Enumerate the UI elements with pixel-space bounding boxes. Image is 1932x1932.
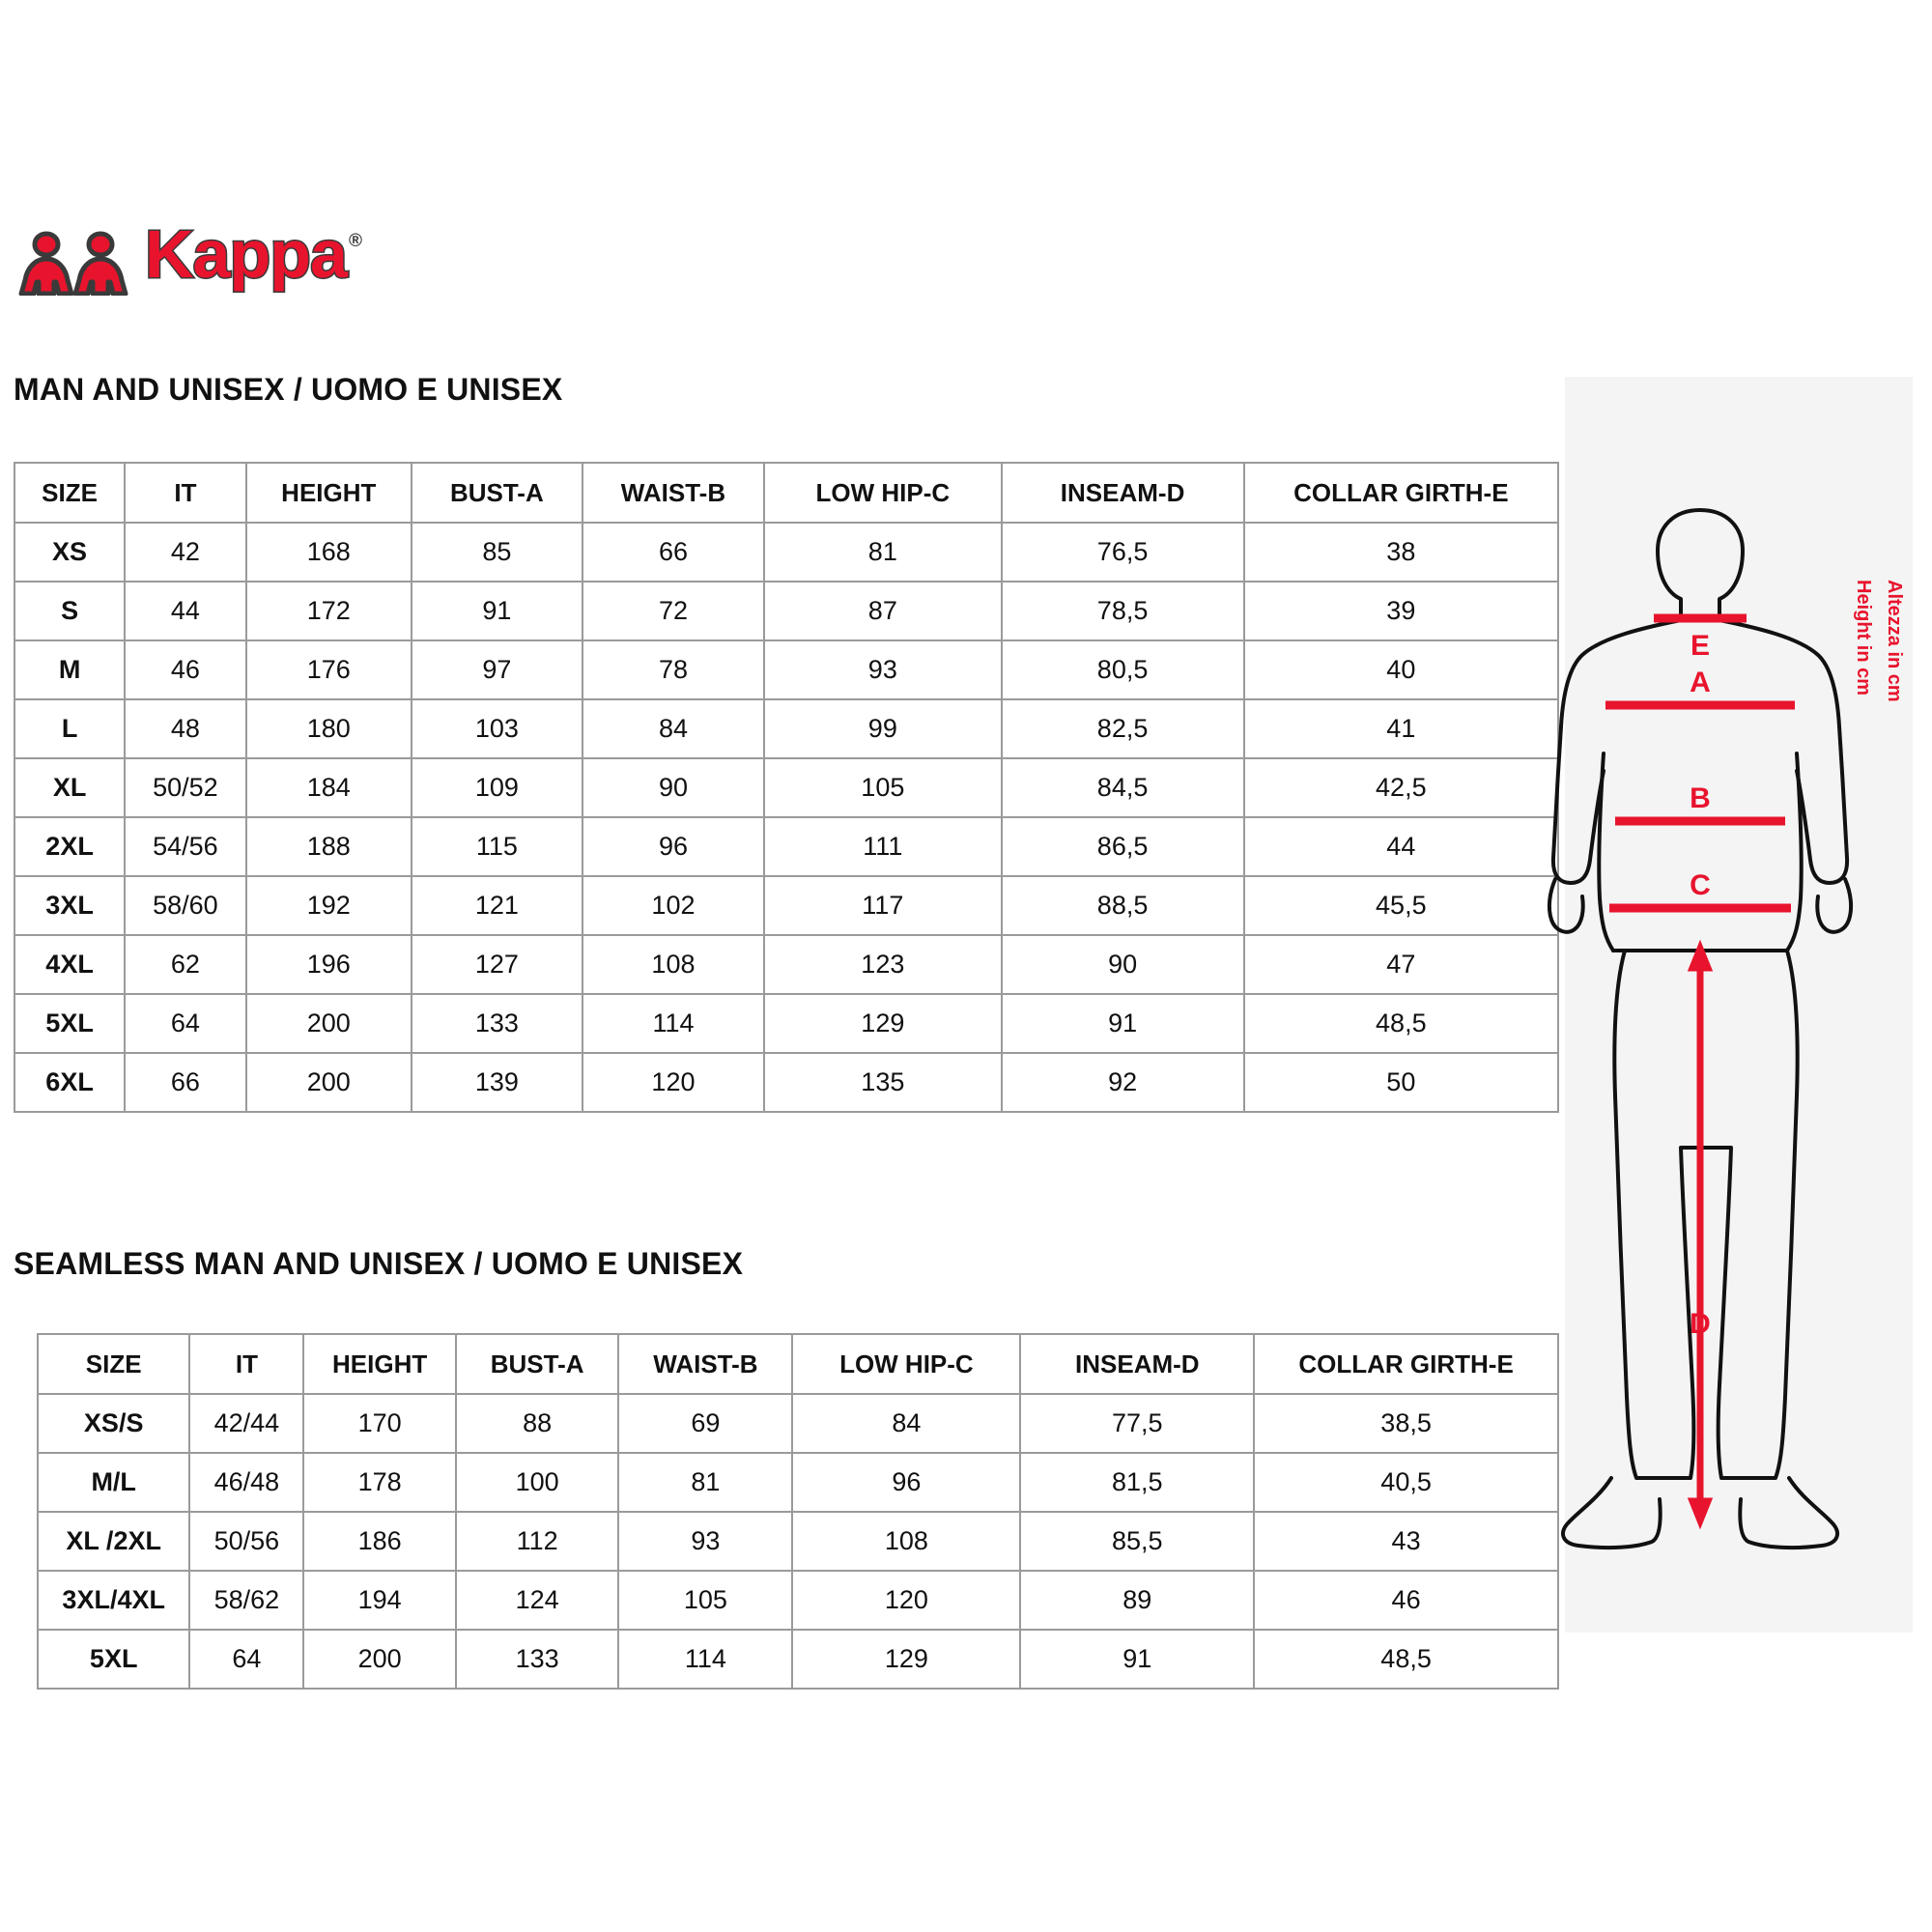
table-row <box>14 582 1558 640</box>
measurement-cell: 48,5 <box>1244 994 1558 1053</box>
column-header-height: HEIGHT <box>303 1334 455 1394</box>
measurement-cell: 45,5 <box>1244 876 1558 935</box>
measurement-cell: 97 <box>412 640 582 699</box>
measurement-cell: 41 <box>1244 699 1558 758</box>
size-cell: L <box>14 699 125 758</box>
measurement-cell: 117 <box>764 876 1001 935</box>
measurement-cell: 91 <box>1002 994 1244 1053</box>
measurement-cell: 78,5 <box>1002 582 1244 640</box>
column-header-bust-a: BUST-A <box>456 1334 619 1394</box>
table-row <box>14 699 1558 758</box>
measurement-cell: 90 <box>582 758 764 817</box>
measurement-cell: 78 <box>582 640 764 699</box>
column-header-collar-girth-e: COLLAR GIRTH-E <box>1244 463 1558 523</box>
measurement-cell: 42,5 <box>1244 758 1558 817</box>
measurement-cell: 85 <box>412 523 582 582</box>
measurement-cell: 111 <box>764 817 1001 876</box>
measurement-cell: 100 <box>456 1453 619 1512</box>
column-header-size: SIZE <box>14 463 125 523</box>
table-body <box>14 523 1558 1112</box>
size-cell: 5XL <box>38 1630 189 1689</box>
measurement-cell: 200 <box>246 1053 412 1112</box>
column-header-bust-a: BUST-A <box>412 463 582 523</box>
measurement-cell: 81 <box>618 1453 792 1512</box>
measurement-cell: 77,5 <box>1020 1394 1254 1453</box>
measurement-cell: 109 <box>412 758 582 817</box>
brand-logo <box>17 216 362 296</box>
measurement-cell: 178 <box>303 1453 455 1512</box>
measurement-cell: 186 <box>303 1512 455 1571</box>
size-cell: 6XL <box>14 1053 125 1112</box>
measurement-cell: 115 <box>412 817 582 876</box>
size-cell: XS <box>14 523 125 582</box>
table-row <box>14 935 1558 994</box>
measurement-cell: 50/56 <box>189 1512 303 1571</box>
column-header-low-hip-c: LOW HIP-C <box>792 1334 1020 1394</box>
measurement-cell: 42/44 <box>189 1394 303 1453</box>
measurement-cell: 139 <box>412 1053 582 1112</box>
kappa-omini-logo-icon <box>17 220 131 296</box>
measurement-cell: 47 <box>1244 935 1558 994</box>
marker-D: D <box>1690 1308 1711 1340</box>
measurement-cell: 42 <box>125 523 246 582</box>
measurement-cell: 102 <box>582 876 764 935</box>
height-label-it: Altezza in cm <box>1884 580 1905 702</box>
measurement-cell: 86,5 <box>1002 817 1244 876</box>
column-header-collar-girth-e: COLLAR GIRTH-E <box>1254 1334 1558 1394</box>
marker-A: A <box>1690 667 1711 698</box>
table-header-row <box>14 463 1558 523</box>
measurement-cell: 184 <box>246 758 412 817</box>
measurement-cell: 200 <box>303 1630 455 1689</box>
male-body-measurement-diagram-icon <box>1546 502 1932 1647</box>
marker-C: C <box>1690 869 1711 901</box>
measurement-cell: 88 <box>456 1394 619 1453</box>
size-cell: XL /2XL <box>38 1512 189 1571</box>
measurement-cell: 66 <box>125 1053 246 1112</box>
measurement-cell: 194 <box>303 1571 455 1630</box>
size-table-man <box>14 462 1559 1113</box>
measurement-cell: 108 <box>582 935 764 994</box>
measurement-cell: 170 <box>303 1394 455 1453</box>
measurement-cell: 50/52 <box>125 758 246 817</box>
measurement-cell: 99 <box>764 699 1001 758</box>
measurement-cell: 108 <box>792 1512 1020 1571</box>
measurement-cell: 82,5 <box>1002 699 1244 758</box>
measurement-cell: 103 <box>412 699 582 758</box>
measurement-cell: 172 <box>246 582 412 640</box>
column-header-it: IT <box>125 463 246 523</box>
column-header-it: IT <box>189 1334 303 1394</box>
column-header-waist-b: WAIST-B <box>618 1334 792 1394</box>
measurement-cell: 54/56 <box>125 817 246 876</box>
measurement-cell: 76,5 <box>1002 523 1244 582</box>
table-row <box>14 876 1558 935</box>
measurement-cell: 87 <box>764 582 1001 640</box>
size-cell: M/L <box>38 1453 189 1512</box>
measurement-cell: 105 <box>618 1571 792 1630</box>
size-cell: 2XL <box>14 817 125 876</box>
measurement-cell: 72 <box>582 582 764 640</box>
measurement-cell: 127 <box>412 935 582 994</box>
measurement-cell: 90 <box>1002 935 1244 994</box>
measurement-cell: 43 <box>1254 1512 1558 1571</box>
measurement-cell: 192 <box>246 876 412 935</box>
measurement-cell: 93 <box>618 1512 792 1571</box>
measurement-cell: 123 <box>764 935 1001 994</box>
registered-mark: ® <box>348 231 362 251</box>
measurement-cell: 112 <box>456 1512 619 1571</box>
measurement-cell: 133 <box>412 994 582 1053</box>
measurement-cell: 89 <box>1020 1571 1254 1630</box>
measurement-cell: 91 <box>1020 1630 1254 1689</box>
table-row <box>14 817 1558 876</box>
measurement-cell: 84 <box>582 699 764 758</box>
measurement-cell: 64 <box>125 994 246 1053</box>
section-title-man: MAN AND UNISEX / UOMO E UNISEX <box>14 372 563 407</box>
measurement-cell: 124 <box>456 1571 619 1630</box>
measurement-cell: 39 <box>1244 582 1558 640</box>
measurement-cell: 62 <box>125 935 246 994</box>
column-header-height: HEIGHT <box>246 463 412 523</box>
measurement-cell: 69 <box>618 1394 792 1453</box>
measurement-cell: 50 <box>1244 1053 1558 1112</box>
measurement-cell: 120 <box>792 1571 1020 1630</box>
table-body <box>38 1394 1558 1689</box>
size-cell: XS/S <box>38 1394 189 1453</box>
measurement-cell: 40 <box>1244 640 1558 699</box>
column-header-size: SIZE <box>38 1334 189 1394</box>
table-row <box>14 523 1558 582</box>
column-header-inseam-d: INSEAM-D <box>1002 463 1244 523</box>
measurement-cell: 81,5 <box>1020 1453 1254 1512</box>
column-header-inseam-d: INSEAM-D <box>1020 1334 1254 1394</box>
measurement-cell: 48,5 <box>1254 1630 1558 1689</box>
measurement-cell: 38 <box>1244 523 1558 582</box>
marker-B: B <box>1690 782 1711 814</box>
measurement-cell: 91 <box>412 582 582 640</box>
measurement-cell: 80,5 <box>1002 640 1244 699</box>
marker-E: E <box>1690 630 1711 662</box>
measurement-cell: 46 <box>1254 1571 1558 1630</box>
measurement-cell: 85,5 <box>1020 1512 1254 1571</box>
table-row <box>38 1512 1558 1571</box>
measurement-cell: 84 <box>792 1394 1020 1453</box>
measurement-cell: 180 <box>246 699 412 758</box>
table-row <box>14 640 1558 699</box>
measurement-cell: 58/62 <box>189 1571 303 1630</box>
measurement-cell: 168 <box>246 523 412 582</box>
measurement-cell: 176 <box>246 640 412 699</box>
measurement-cell: 40,5 <box>1254 1453 1558 1512</box>
measurement-cell: 196 <box>246 935 412 994</box>
size-cell: 4XL <box>14 935 125 994</box>
measurement-cell: 48 <box>125 699 246 758</box>
size-cell: XL <box>14 758 125 817</box>
size-table-seamless <box>37 1333 1559 1690</box>
measurement-cell: 188 <box>246 817 412 876</box>
size-cell: 3XL <box>14 876 125 935</box>
measurement-cell: 121 <box>412 876 582 935</box>
column-header-low-hip-c: LOW HIP-C <box>764 463 1001 523</box>
measurement-cell: 93 <box>764 640 1001 699</box>
table-row <box>38 1394 1558 1453</box>
table-row <box>14 994 1558 1053</box>
measurement-cell: 133 <box>456 1630 619 1689</box>
table-row <box>38 1630 1558 1689</box>
table-row <box>38 1571 1558 1630</box>
measurement-cell: 135 <box>764 1053 1001 1112</box>
size-cell: 5XL <box>14 994 125 1053</box>
measurement-cell: 129 <box>792 1630 1020 1689</box>
measurement-cell: 92 <box>1002 1053 1244 1112</box>
size-cell: 3XL/4XL <box>38 1571 189 1630</box>
measurement-cell: 114 <box>618 1630 792 1689</box>
table-row <box>14 1053 1558 1112</box>
measurement-cell: 96 <box>792 1453 1020 1512</box>
measurement-cell: 96 <box>582 817 764 876</box>
measurement-cell: 46/48 <box>189 1453 303 1512</box>
measurement-cell: 88,5 <box>1002 876 1244 935</box>
measurement-cell: 38,5 <box>1254 1394 1558 1453</box>
table-row <box>38 1453 1558 1512</box>
size-cell: S <box>14 582 125 640</box>
measurement-cell: 200 <box>246 994 412 1053</box>
section-title-seamless: SEAMLESS MAN AND UNISEX / UOMO E UNISEX <box>14 1246 744 1281</box>
measurement-cell: 58/60 <box>125 876 246 935</box>
measurement-cell: 44 <box>1244 817 1558 876</box>
measurement-cell: 120 <box>582 1053 764 1112</box>
measurement-cell: 81 <box>764 523 1001 582</box>
table-row <box>14 758 1558 817</box>
measurement-cell: 114 <box>582 994 764 1053</box>
brand-name: Kappa <box>145 216 347 292</box>
measurement-cell: 44 <box>125 582 246 640</box>
height-label-en: Height in cm <box>1853 580 1874 696</box>
measurement-cell: 129 <box>764 994 1001 1053</box>
measurement-cell: 64 <box>189 1630 303 1689</box>
measurement-cell: 66 <box>582 523 764 582</box>
measurement-cell: 84,5 <box>1002 758 1244 817</box>
column-header-waist-b: WAIST-B <box>582 463 764 523</box>
measurement-cell: 46 <box>125 640 246 699</box>
table-header-row <box>38 1334 1558 1394</box>
size-cell: M <box>14 640 125 699</box>
measurement-cell: 105 <box>764 758 1001 817</box>
